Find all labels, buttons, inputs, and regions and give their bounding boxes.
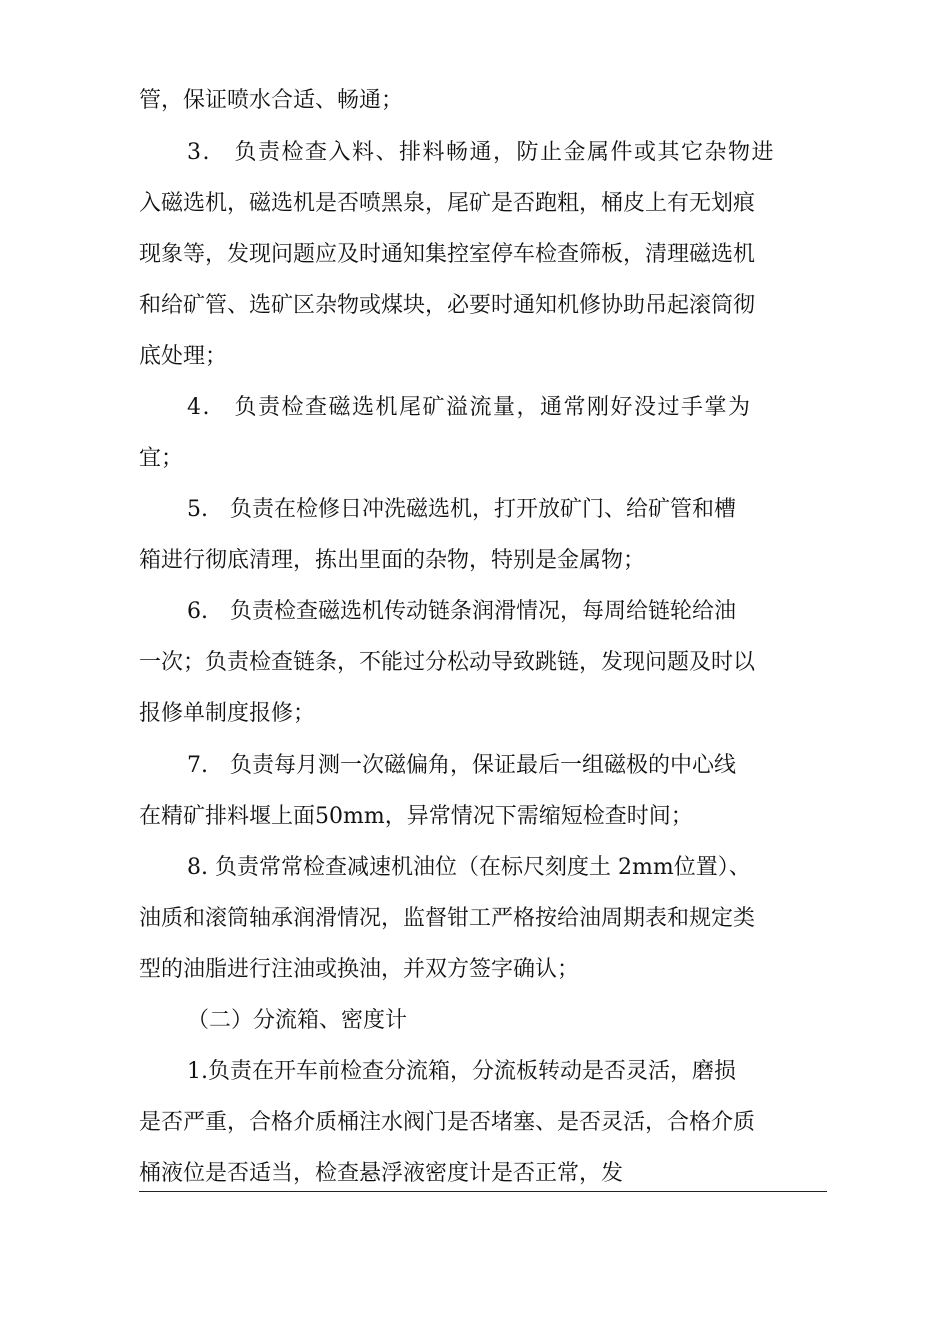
text-line: 底处理； [139, 344, 228, 369]
text-line: 入磁选机，磁选机是否喷黑泉，尾矿是否跑粗，桶皮上有无划痕 [139, 191, 756, 216]
text-line: 6. 负责检查磁选机传动链条润滑情况，每周给链轮给油 [187, 599, 736, 624]
text-line: 管，保证喷水合适、畅通； [139, 88, 404, 113]
text-line: 4. 负责检查磁选机尾矿溢流量，通常刚好没过手掌为 [187, 395, 752, 420]
text-line: 箱进行彻底清理，拣出里面的杂物，特别是金属物； [139, 548, 646, 573]
text-line: 报修单制度报修； [139, 701, 316, 726]
section-heading: （二）分流箱、密度计 [187, 1008, 408, 1033]
text-line: 现象等，发现问题应及时通知集控室停车检查筛板，清理磁选机 [139, 242, 756, 267]
text-line: 宜； [139, 446, 184, 471]
text-line: 和给矿管、选矿区杂物或煤块，必要时通知机修协助吊起滚筒彻 [139, 293, 756, 318]
text-line: 1.负责在开车前检查分流箱，分流板转动是否灵活，磨损 [187, 1059, 736, 1084]
text-line: 一次；负责检查链条，不能过分松动导致跳链，发现问题及时以 [139, 650, 756, 675]
text-line: 3. 负责检查入料、排料畅通，防止金属件或其它杂物进 [187, 140, 775, 165]
footer-divider [139, 1191, 827, 1192]
text-line: 油质和滚筒轴承润滑情况，监督钳工严格按给油周期表和规定类 [139, 906, 756, 931]
text-line: 型的油脂进行注油或换油，并双方签字确认； [139, 957, 580, 982]
text-line: 是否严重，合格介质桶注水阀门是否堵塞、是否灵活，合格介质 [139, 1110, 756, 1135]
text-line: 桶液位是否适当，检查悬浮液密度计是否正常，发 [139, 1161, 624, 1186]
text-line: 8. 负责常常检查减速机油位（在标尺刻度土 2mm位置）、 [187, 855, 751, 880]
text-line: 7. 负责每月测一次磁偏角，保证最后一组磁极的中心线 [187, 753, 736, 778]
text-line: 在精矿排料堰上面50mm，异常情况下需缩短检查时间； [139, 804, 693, 829]
text-line: 5. 负责在检修日冲洗磁选机，打开放矿门、给矿管和槽 [187, 497, 736, 522]
